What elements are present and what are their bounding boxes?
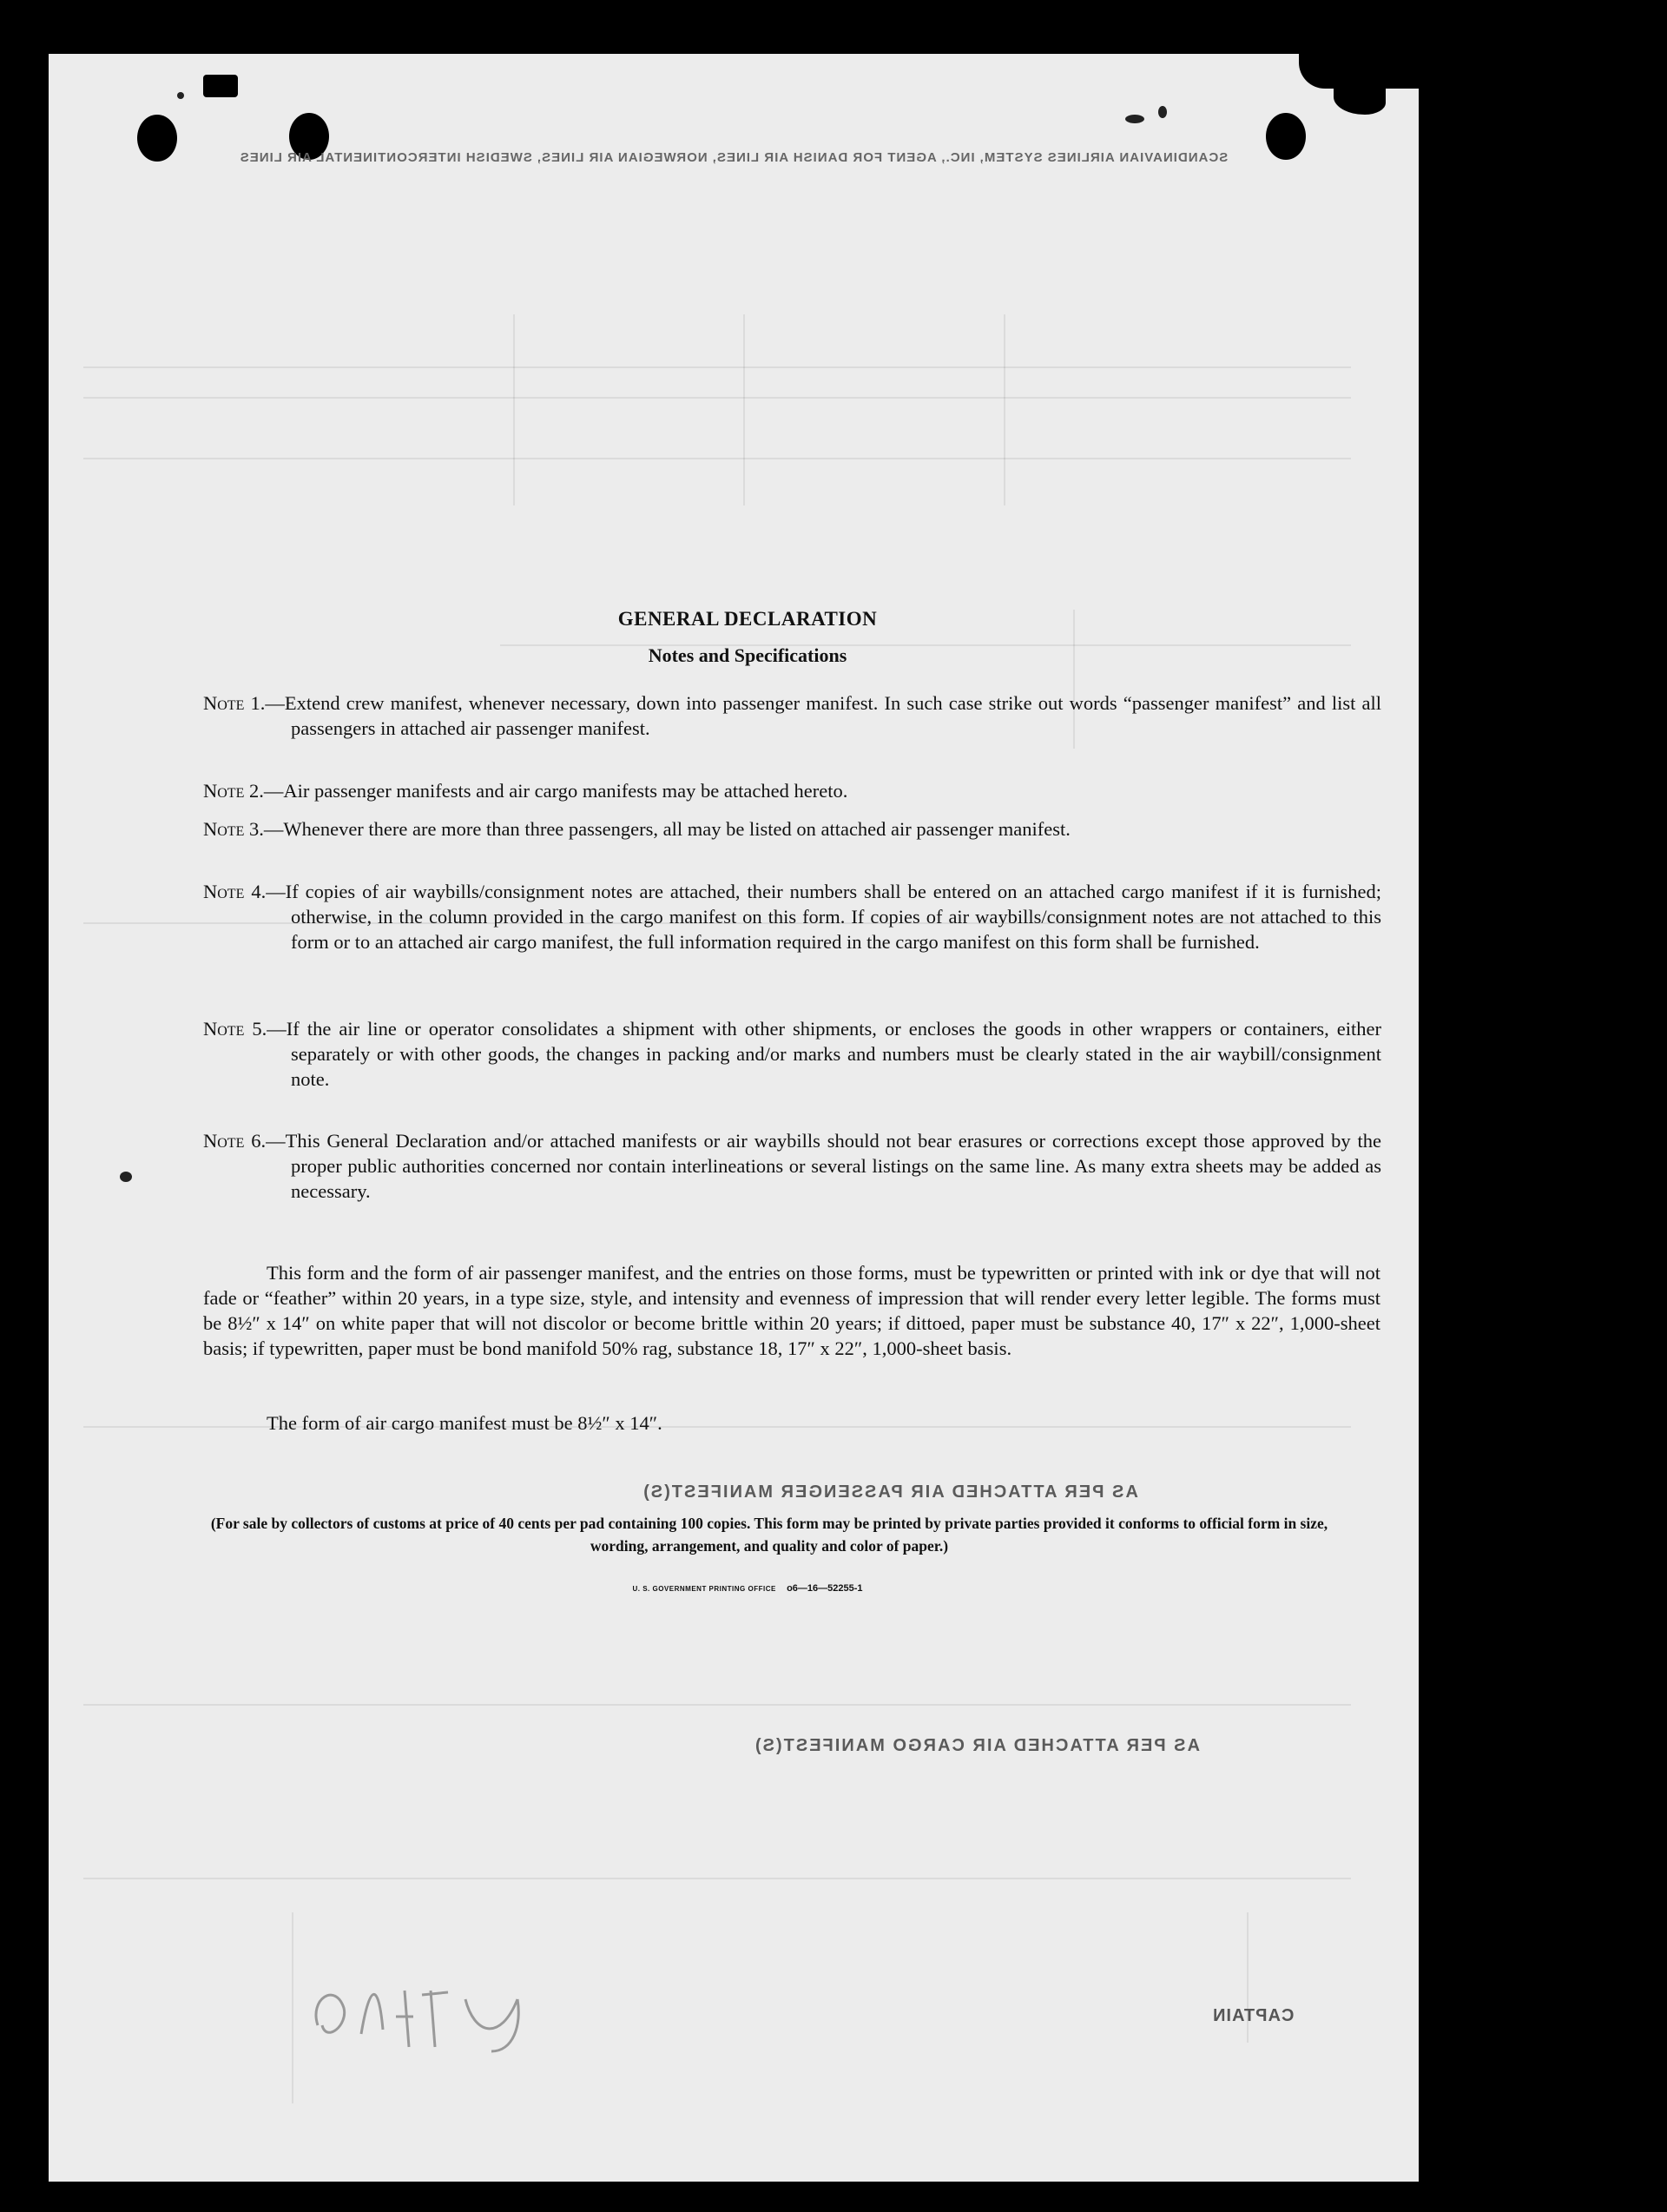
note-label: Note 5. <box>203 1018 267 1040</box>
note-6 <box>203 1128 1381 1204</box>
printer-name: U. S. GOVERNMENT PRINTING OFFICE <box>632 1585 776 1593</box>
bleed-through-header: SCANDINAVIAN AIRLINES SYSTEM, INC., AGENT FOR DANISH AIR LINES, NORWEGIAN AIR LINES, SWEDISH INTERCONTINENTAL AIR LINES <box>239 150 1229 165</box>
note-4 <box>203 879 1381 954</box>
speck <box>177 92 184 99</box>
speck <box>1158 106 1167 118</box>
ghost-rule <box>83 397 1351 399</box>
ghost-rule <box>83 1878 1351 1879</box>
printer-line <box>49 1583 1419 1594</box>
note-text: —If copies of air waybills/consignment notes are attached, their numbers shall be entered on an attached cargo manifest if it is furnished; otherwise, in the column provided in the cargo manifest on this form. If copies of air waybills/consignment notes are not attached to this form or to an attached air cargo manifest, the full information required in the cargo manifest on this form shall be furnished. <box>266 881 1381 953</box>
note-text: —Extend crew manifest, whenever necessary, down into passenger manifest. In such case strike out words “passenger manifest” and list all passengers in attached air passenger manifest. <box>265 692 1381 739</box>
ghost-rule <box>743 314 745 505</box>
page-subtitle: Notes and Specifications <box>648 644 847 666</box>
printer-code: o6—16—52255-1 <box>787 1583 863 1594</box>
passenger-manifest-stamp: AS PER ATTACHED AIR PASSENGER MANIFEST(S) <box>642 1482 1138 1502</box>
ghost-rule <box>1004 314 1005 505</box>
ghost-rule <box>83 458 1351 459</box>
ghost-rule <box>513 314 515 505</box>
note-5 <box>203 1016 1381 1092</box>
torn-corner-lower <box>1334 85 1386 115</box>
note-1 <box>203 690 1381 741</box>
note-label: Note 2. <box>203 780 264 802</box>
document-page <box>49 54 1419 2182</box>
torn-corner <box>1299 54 1419 89</box>
sale-notice: (For sale by collectors of customs at price of 40 cents per pad containing 100 copies. This form may be printed by private parties provided it conforms to official form in size, wording, arrangement, and quality and color of paper.) <box>210 1515 1328 1555</box>
tape-mark <box>203 75 238 97</box>
ghost-rule <box>83 366 1351 368</box>
cargo-manifest-stamp: AS PER ATTACHED AIR CARGO MANIFEST(S) <box>754 1736 1200 1755</box>
note-text: —Air passenger manifests and air cargo manifests may be attached hereto. <box>263 780 848 802</box>
captain-stamp: CAPTAIN <box>1212 2006 1295 2025</box>
speck <box>1125 115 1144 123</box>
cargo-manifest-size: The form of air cargo manifest must be 8½″ x 14″. <box>267 1412 662 1434</box>
signature-mark <box>300 1964 561 2060</box>
note-text: —If the air line or operator consolidates a shipment with other shipments, or encloses the goods in other wrappers or containers, either separately or with other goods, the changes in packing and/or marks and numbers must be clearly stated in the air waybill/consignment note. <box>267 1018 1381 1090</box>
note-label: Note 1. <box>203 692 266 714</box>
paper-specifications: This form and the form of air passenger manifest, and the entries on those forms, must be typewritten or printed with ink or dye that will not fade or “feather” within 20 years, in a type size, style, and intensity and evenness of impression that will render every letter legible. The forms must be 8½″ x 14″ on white paper that will not discolor or become brittle within 20 years; if dittoed, paper must be substance 40, 17″ x 22″, 1,000-sheet basis; if typewritten, paper must be bond manifold 50% rag, substance 18, 17″ x 22″, 1,000-sheet basis. <box>203 1262 1380 1359</box>
page-title: GENERAL DECLARATION <box>617 608 878 630</box>
note-2 <box>203 778 1381 803</box>
note-label: Note 4. <box>203 881 267 902</box>
ghost-rule <box>292 1912 293 2103</box>
speck <box>120 1172 132 1182</box>
note-text: —This General Declaration and/or attached manifests or air waybills should not bear erasures or corrections except those approved by the proper public authorities concerned nor contain interlineations or several listings on the same line. As many extra sheets may be added as necessary. <box>266 1130 1381 1202</box>
ghost-rule <box>83 1704 1351 1706</box>
note-label: Note 3. <box>203 818 264 840</box>
note-text: —Whenever there are more than three passengers, all may be listed on attached air passenger manifest. <box>263 818 1071 840</box>
note-3 <box>203 816 1381 842</box>
note-label: Note 6. <box>203 1130 267 1152</box>
